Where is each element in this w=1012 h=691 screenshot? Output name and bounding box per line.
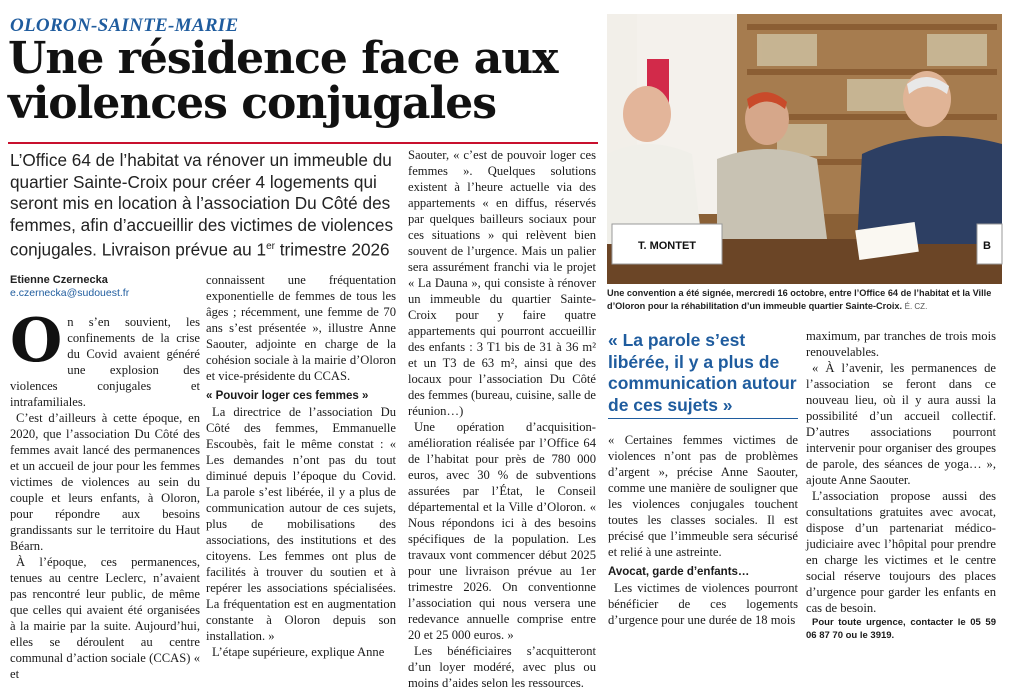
body-column-4: [608, 432, 798, 628]
paragraph: L’étape supérieure, explique Anne: [212, 645, 385, 659]
author-email[interactable]: e.czernecka@sudouest.fr: [10, 287, 130, 299]
body-column-1: [10, 306, 200, 682]
paragraph: Saouter, « c’est de pouvoir loger ces femmes ». Quelques solutions existent à l’heure actuelle via des appartements « en diffus, réservés par quelques bailleurs sociaux pour ces situations » qui relèvent bien souvent de l’urgence. Mais un palier sera assurément franchi via le projet « La Dauna », qui consiste à rénover un immeuble du quartier Sainte-Croix pour y faire quatre appartements qui pourront accueillir des enfants : 3 T1 bis de 31 à 36 m² et un T3 de 63 m², ainsi que des locaux pour l’association Du Côté des femmes (bureau, cuisine, salle de réunion…): [408, 148, 596, 418]
chapo-text-end: trimestre 2026: [274, 239, 390, 260]
subheading: « Pouvoir loger ces femmes »: [206, 390, 369, 402]
paragraph: À l’époque, ces permanences, tenues au centre Leclerc, n’avaient pas rencontré leur public, de même que celles qui avaient été organisées à la mairie par la suite. Aujourd’hui, elles se déroulent au centre communal d’action sociale (CCAS) « et: [10, 555, 200, 681]
body-column-5: [806, 328, 996, 642]
chapo-lead: [10, 150, 398, 261]
page-title: Une résidence face aux violences conjugales: [8, 33, 558, 129]
photo-credit: É. CZ.: [904, 302, 928, 311]
paragraph: Une opération d’acquisition-amélioration réalisée par l’Office 64 de l’habitat pour près de 780 000 euros, avec 30 % de subventions assurées par l’État, le Conseil départemental et la Ville d’Oloron. « Nous répondons ici à des besoins spécifiques de la population. Les travaux vont commencer début 2025 pour une livraison prévue au 1er trimestre 2026. On conventionne l’association qui nous versera une redevance annuelle comprise entre 20 et 25 000 euros. »: [408, 420, 596, 642]
photo-illustration: [607, 14, 1002, 284]
dropcap: O: [10, 306, 63, 376]
paragraph: n s’en souvient, les confinements de la crise du Covid avaient généré une explosion des violences conjugales et intrafamiliales.: [10, 315, 200, 409]
divider: [8, 142, 598, 144]
body-column-3: [408, 147, 596, 691]
byline: [10, 274, 129, 299]
chapo-text: L’Office 64 de l’habitat va rénover un immeuble du quartier Sainte-Croix pour créer 4 logements qui seront mis en location à l’association Du Côté des femmes, afin d’accueillir des victimes de violences conjugales. Livraison prévue au 1: [10, 150, 394, 260]
pull-quote: « La parole s’est libérée, il y a plus de communication autour de ces sujets »: [608, 330, 797, 415]
paragraph: « Certaines femmes victimes de violences n’ont pas de problèmes d’argent », précise Anne Saouter, comme une manière de souligner que les violences conjugales touchent toutes les classes sociales. Il est précisé que l’immeuble sera sécurisé et relié à une astreinte.: [608, 433, 798, 559]
kicker-location: OLORON-SAINTE-MARIE: [10, 15, 239, 36]
paragraph: maximum, par tranches de trois mois renouvelables.: [806, 329, 996, 359]
chapo-superscript: er: [266, 241, 275, 252]
paragraph: Les victimes de violences pourront bénéficier de ces logements d’urgence pour une durée de 18 mois: [608, 581, 798, 627]
paragraph: C’est d’ailleurs à cette époque, en 2020, que l’association Du Côté des femmes avait lancé des permanences et un accueil de jour pour les femmes victimes de violences au sein du couple et leurs enfants, à Oloron, pour répondre aux besoins grandissants sur le territoire du Haut Béarn.: [10, 411, 200, 553]
paragraph: Les bénéficiaires s’acquitteront d’un loyer modéré, avec plus ou moins d’aides selon les ressources.: [408, 644, 596, 690]
paragraph: connaissent une fréquentation exponentielle de femmes de tous les âges ; récemment, une femme de 70 ans s’est présentée », illustre Anne Saouter, adjointe en charge de la cohésion sociale à la mairie d’Oloron et vice-présidente du CCAS.: [206, 273, 396, 383]
name-card-montet: T. MONTET: [637, 240, 697, 252]
urgent-contact: Pour toute urgence, contacter le 05 59 06 87 70 ou le 3919.: [806, 617, 996, 641]
author-name: Etienne Czernecka: [10, 274, 108, 286]
paragraph: L’association propose aussi des consultations gratuites avec avocat, dispose d’un partenariat médico-judiciaire avec l’hôpital pour prendre en charge les victimes et le centre social réserve toujours des places d’urgence pour garder les enfants en cas de besoin.: [806, 489, 996, 615]
paragraph: La directrice de l’association Du Côté des femmes, Emmanuelle Escoubès, fait le même constat : « Les demandes n’ont pas du tout diminué depuis l’époque du Covid. La parole s’est libérée, il y a plus de communication autour de ces sujets, plus de mobilisations des associations, des institutions et des citoyens. Les femmes ont plus de facilités à trouver du soutien et à repérer les associations spécialisées. La fréquentation est en augmentation constante à Oloron depuis son installation. »: [206, 405, 396, 643]
subheading: Avocat, garde d’enfants…: [608, 566, 750, 578]
paragraph: « À l’avenir, les permanences de l’association se feront dans ce nouveau lieu, où il y aura aussi la possibilité d’un accueil collectif. D’autres associations pourront intervenir pour organiser des groupes de parole, des séances de yoga… », ajoute Anne Saouter.: [806, 361, 996, 487]
article-photo: [607, 14, 1002, 284]
name-card-b: B: [983, 240, 991, 252]
photo-caption: [607, 287, 1005, 313]
divider: [608, 418, 798, 419]
body-column-2: [206, 272, 396, 660]
caption-text: Une convention a été signée, mercredi 16 octobre, entre l’Office 64 de l’habitat et la Ville d’Oloron pour la réhabilitation d’un immeuble quartier Sainte-Croix.: [607, 288, 992, 311]
